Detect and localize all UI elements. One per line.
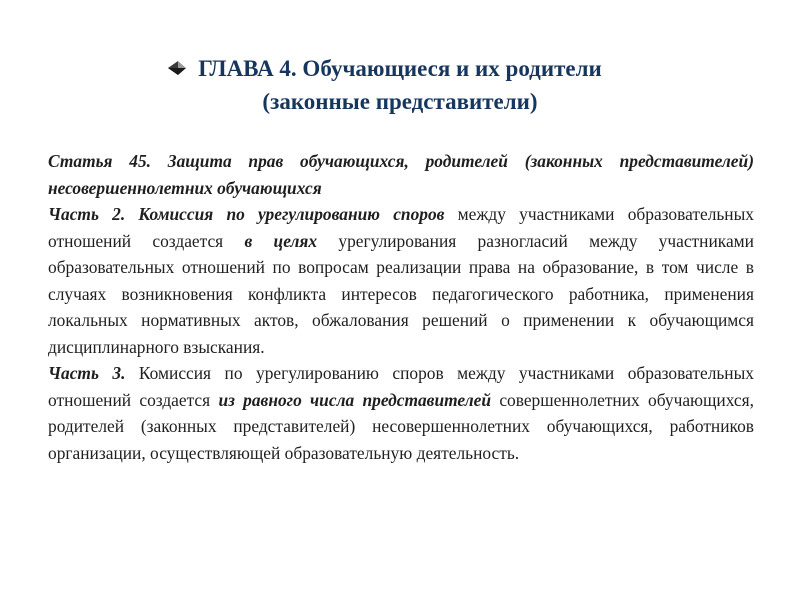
part-3-emphasis: из равного числа представителей bbox=[218, 389, 492, 410]
part-2-text-2: урегулирования разногласий между участниками образовательных отношений по вопросам реализации права на образование, в том числе в случаях возникновения конфликта интересов педагогического работника, применения локальных нормативных актов, обжалования решений о применении к обучающимся дисциплинарного взыскания. bbox=[48, 230, 754, 357]
part-3-text-2: совершеннолетних обучающихся, родителей (законных представителей) несовершеннолетних обучающихся, работников организации, осуществляющей образовательную деятельность. bbox=[48, 389, 755, 463]
document-body bbox=[48, 148, 754, 466]
part-3-text-1: Комиссия по урегулированию споров между участниками образовательных отношений создается bbox=[48, 363, 754, 410]
part-2-text-1: между участниками образовательных отношений создается bbox=[48, 204, 754, 251]
part-2-paragraph bbox=[48, 201, 754, 360]
article-title: Статья 45. Защита прав обучающихся, родителей (законных представителей) несовершеннолетних обучающихся bbox=[48, 151, 754, 198]
heading-line-1-wrap bbox=[198, 52, 601, 85]
part-3-paragraph bbox=[48, 360, 754, 466]
arrow-bullet-icon bbox=[166, 58, 188, 78]
part-2-emphasis: в целях bbox=[244, 230, 318, 251]
part-3-label: Часть 3. bbox=[48, 363, 126, 383]
part-2-label: Часть 2. bbox=[48, 204, 126, 224]
heading-line-2: (законные представители) bbox=[262, 89, 538, 114]
heading-line-1: ГЛАВА 4. Обучающиеся и их родители bbox=[198, 56, 602, 81]
part-2-lead: Комиссия по урегулированию споров bbox=[138, 204, 445, 224]
chapter-heading bbox=[0, 52, 800, 118]
